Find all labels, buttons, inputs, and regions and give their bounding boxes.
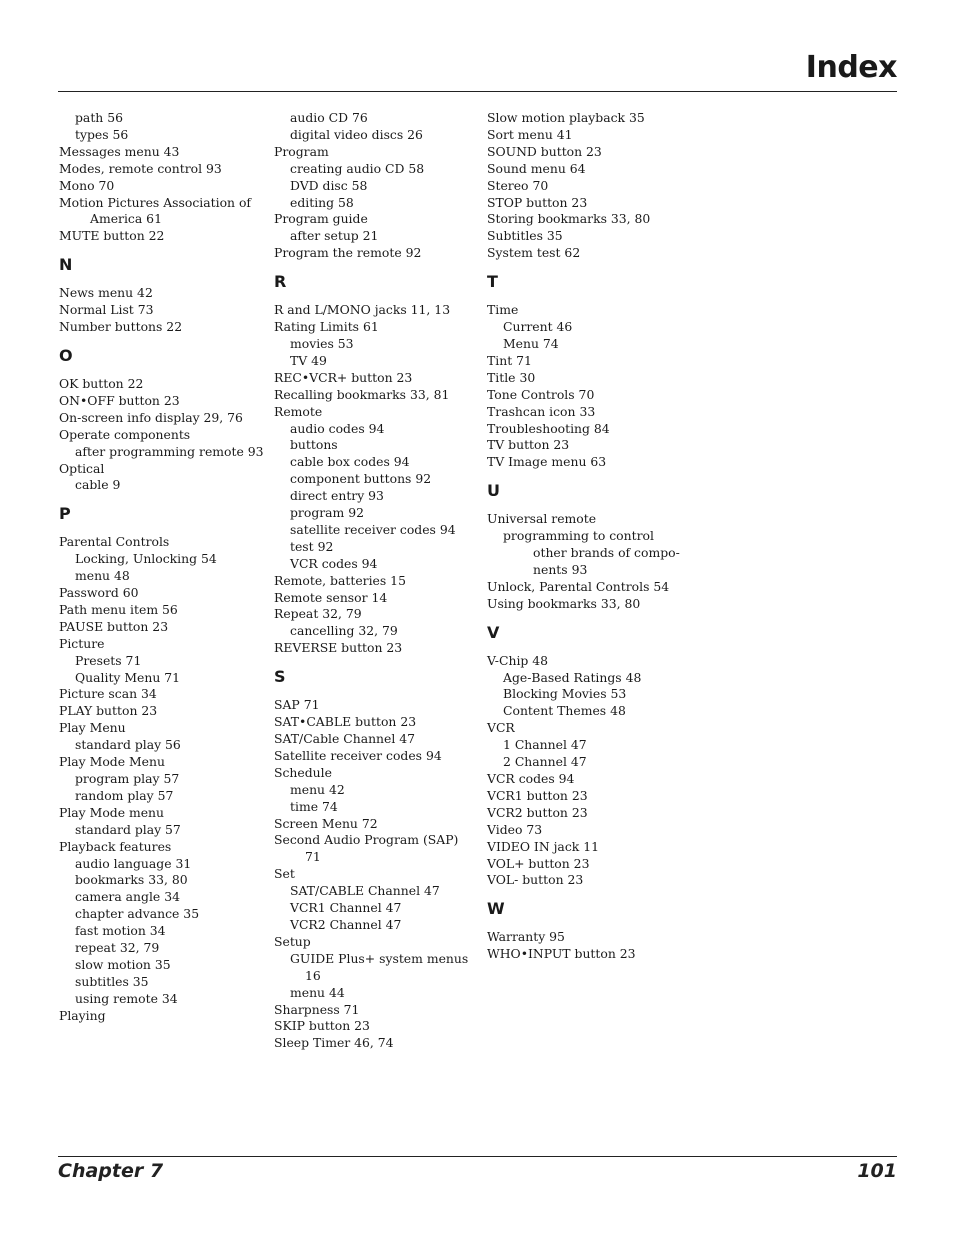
index-entry: Motion Pictures Association of — [59, 194, 252, 210]
index-entry: Modes, remote control 93 — [59, 160, 222, 176]
index-subentry: VCR1 Channel 47 — [290, 900, 402, 916]
index-subentry: Blocking Movies 53 — [503, 686, 627, 702]
index-subentry: menu 44 — [290, 984, 345, 1000]
index-subentry: audio language 31 — [75, 855, 192, 871]
index-column-3 — [487, 110, 697, 963]
index-subentry: after programming remote 93 — [75, 443, 264, 459]
index-entry: VCR1 button 23 — [487, 787, 588, 803]
index-entry: Tone Controls 70 — [487, 386, 595, 402]
index-subentry: America 61 — [90, 211, 162, 227]
index-entry: Repeat 32, 79 — [274, 606, 362, 622]
index-entry: REC•VCR+ button 23 — [274, 369, 413, 385]
index-subentry: standard play 56 — [75, 737, 181, 753]
index-subentry: movies 53 — [290, 335, 354, 351]
index-subentry: repeat 32, 79 — [75, 940, 160, 956]
index-entry: Playback features — [59, 838, 172, 854]
index-entry: VIDEO IN jack 11 — [487, 838, 599, 854]
index-entry: News menu 42 — [59, 285, 153, 301]
index-subentry: TV 49 — [290, 352, 327, 368]
index-entry: Playing — [59, 1007, 106, 1023]
index-entry: Password 60 — [59, 585, 139, 601]
index-entry: VCR2 button 23 — [487, 804, 588, 820]
index-entry: System test 62 — [487, 245, 581, 261]
index-subentry: GUIDE Plus+ system menus — [290, 950, 469, 966]
index-entry: On-screen info display 29, 76 — [59, 409, 243, 425]
index-subentry: VCR codes 94 — [290, 555, 378, 571]
index-entry: ON•OFF button 23 — [59, 392, 180, 408]
index-subentry: Content Themes 48 — [503, 703, 626, 719]
page-number: 101 — [857, 1160, 897, 1182]
index-subentry: path 56 — [75, 110, 123, 125]
index-subentry: chapter advance 35 — [75, 906, 200, 922]
section-letter: P — [59, 504, 71, 524]
index-subentry: menu 42 — [290, 781, 345, 797]
index-subentry: slow motion 35 — [75, 956, 171, 972]
index-entry: TV Image menu 63 — [487, 454, 607, 470]
index-subentry: satellite receiver codes 94 — [290, 521, 456, 537]
index-entry: OK button 22 — [59, 375, 144, 391]
index-entry: WHO•INPUT button 23 — [487, 946, 636, 962]
index-subentry: 2 Channel 47 — [503, 754, 587, 770]
index-entry: Tint 71 — [487, 352, 532, 368]
chapter-label: Chapter 7 — [58, 1160, 164, 1182]
footer-rule — [58, 1156, 897, 1157]
index-entry: Warranty 95 — [487, 929, 565, 945]
index-entry: Remote — [274, 403, 323, 419]
index-subentry: standard play 57 — [75, 821, 181, 837]
index-subentry: 16 — [305, 967, 321, 983]
index-entry: Second Audio Program (SAP) — [274, 832, 459, 848]
index-subentry: direct entry 93 — [290, 488, 384, 504]
section-letter: U — [487, 481, 500, 501]
index-entry: Sort menu 41 — [487, 126, 573, 142]
index-entry: Using bookmarks 33, 80 — [487, 595, 641, 611]
index-entry: Picture — [59, 635, 105, 651]
index-entry: Satellite receiver codes 94 — [274, 747, 442, 763]
index-subentry: nents 93 — [533, 561, 588, 577]
index-entry: Sound menu 64 — [487, 160, 586, 176]
index-subentry: digital video discs 26 — [290, 126, 423, 142]
index-subentry: types 56 — [75, 126, 129, 142]
index-subentry: program 92 — [290, 505, 365, 521]
index-entry: REVERSE button 23 — [274, 640, 403, 656]
index-entry: VOL+ button 23 — [487, 855, 590, 871]
index-subentry: creating audio CD 58 — [290, 160, 425, 176]
page-title: Index — [805, 50, 897, 85]
index-entry: Video 73 — [487, 821, 543, 837]
index-entry: MUTE button 22 — [59, 228, 165, 244]
index-subentry: camera angle 34 — [75, 889, 180, 905]
index-entry: Schedule — [274, 764, 332, 780]
index-entry: Sleep Timer 46, 74 — [274, 1035, 394, 1051]
index-entry: Program guide — [274, 211, 368, 227]
index-entry: Picture scan 34 — [59, 686, 157, 702]
header-rule — [58, 91, 897, 92]
index-column-1 — [59, 110, 264, 1025]
index-subentry: 71 — [305, 849, 321, 865]
index-entry: Setup — [274, 933, 311, 949]
index-entry: SKIP button 23 — [274, 1018, 370, 1034]
index-entry: Play Mode menu — [59, 804, 165, 820]
index-subentry: programming to control — [503, 528, 654, 544]
section-letter: W — [487, 899, 505, 919]
index-entry: Rating Limits 61 — [274, 319, 379, 335]
section-letter: N — [59, 255, 73, 275]
index-entry: Program the remote 92 — [274, 245, 422, 261]
section-letter: T — [487, 272, 498, 292]
index-entry: Sharpness 71 — [274, 1001, 360, 1017]
index-subentry: cable box codes 94 — [290, 454, 410, 470]
index-entry: SAT•CABLE button 23 — [274, 714, 417, 730]
index-subentry: using remote 34 — [75, 990, 178, 1006]
index-entry: Troubleshooting 84 — [487, 420, 610, 436]
index-subentry: SAT/CABLE Channel 47 — [290, 883, 440, 899]
index-entry: Trashcan icon 33 — [487, 403, 596, 419]
index-entry: Path menu item 56 — [59, 601, 178, 617]
index-entry: PAUSE button 23 — [59, 618, 169, 634]
index-entry: R and L/MONO jacks 11, 13 — [274, 302, 451, 318]
index-entry: Mono 70 — [59, 177, 115, 193]
index-subentry: audio CD 76 — [290, 110, 368, 125]
index-entry: Play Mode Menu — [59, 754, 165, 770]
index-entry: VCR codes 94 — [487, 771, 575, 786]
index-entry: Play Menu — [59, 720, 126, 736]
index-entry: Number buttons 22 — [59, 319, 183, 335]
index-entry: Stereo 70 — [487, 177, 549, 193]
index-entry: Time — [487, 302, 519, 318]
index-entry: VCR — [487, 720, 515, 736]
section-letter: S — [274, 667, 286, 687]
index-subentry: Current 46 — [503, 319, 573, 335]
index-subentry: other brands of compo- — [533, 545, 680, 561]
index-subentry: test 92 — [290, 538, 334, 554]
index-entry: Unlock, Parental Controls 54 — [487, 578, 670, 594]
index-entry: Remote, batteries 15 — [274, 572, 406, 588]
section-letter: V — [487, 622, 500, 642]
index-subentry: bookmarks 33, 80 — [75, 872, 188, 888]
index-entry: PLAY button 23 — [59, 703, 158, 719]
index-entry: Screen Menu 72 — [274, 815, 378, 831]
index-subentry: menu 48 — [75, 568, 130, 584]
index-entry: STOP button 23 — [487, 194, 588, 210]
section-letter: O — [59, 345, 73, 365]
index-subentry: after setup 21 — [290, 228, 379, 244]
index-entry: Program — [274, 143, 329, 159]
index-entry: SAT/Cable Channel 47 — [274, 731, 416, 746]
index-subentry: Menu 74 — [503, 335, 559, 351]
index-subentry: Age-Based Ratings 48 — [503, 669, 642, 685]
index-column-2 — [274, 110, 474, 1052]
index-entry: V-Chip 48 — [487, 652, 549, 668]
index-entry: Recalling bookmarks 33, 81 — [274, 386, 450, 402]
index-subentry: time 74 — [290, 798, 338, 814]
index-subentry: editing 58 — [290, 194, 354, 210]
index-subentry: random play 57 — [75, 787, 174, 803]
index-subentry: Presets 71 — [75, 652, 142, 668]
index-subentry: Locking, Unlocking 54 — [75, 551, 217, 567]
index-subentry: buttons — [290, 437, 338, 453]
index-entry: Slow motion playback 35 — [487, 110, 645, 125]
index-subentry: cable 9 — [75, 477, 121, 493]
index-subentry: subtitles 35 — [75, 973, 149, 989]
index-subentry: VCR2 Channel 47 — [290, 916, 402, 932]
index-entry: Remote sensor 14 — [274, 589, 388, 605]
index-entry: Normal List 73 — [59, 302, 154, 318]
index-entry: Storing bookmarks 33, 80 — [487, 211, 651, 227]
index-subentry: Quality Menu 71 — [75, 669, 181, 685]
index-subentry: fast motion 34 — [75, 923, 166, 939]
index-entry: VOL- button 23 — [487, 872, 584, 888]
index-subentry: program play 57 — [75, 771, 180, 786]
index-entry: Operate components — [59, 426, 191, 442]
index-entry: SOUND button 23 — [487, 143, 602, 159]
index-entry: Optical — [59, 460, 105, 476]
index-entry: Universal remote — [487, 511, 597, 527]
index-entry: Messages menu 43 — [59, 143, 180, 159]
index-subentry: 1 Channel 47 — [503, 737, 587, 753]
index-entry: SAP 71 — [274, 697, 320, 713]
index-subentry: DVD disc 58 — [290, 177, 368, 193]
section-letter: R — [274, 272, 287, 292]
index-entry: Subtitles 35 — [487, 228, 563, 244]
index-subentry: cancelling 32, 79 — [290, 623, 398, 639]
index-entry: Set — [274, 866, 295, 882]
index-entry: Parental Controls — [59, 534, 170, 550]
index-entry: Title 30 — [487, 369, 536, 385]
index-entry: TV button 23 — [487, 437, 570, 453]
index-subentry: audio codes 94 — [290, 420, 385, 436]
index-subentry: component buttons 92 — [290, 471, 432, 487]
